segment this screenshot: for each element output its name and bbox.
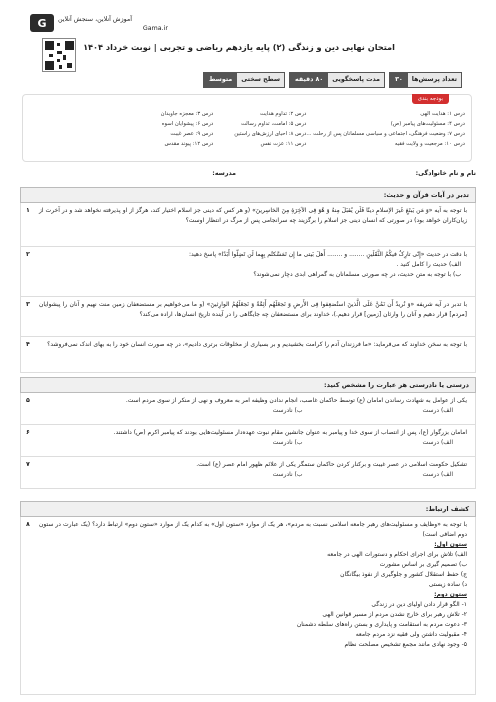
topic-item: درس ۱: هدایت الهی <box>420 111 465 117</box>
column-2-item: ۳- دعوت مردم به استقامت و پایداری و بستن راه‌های سلطه دشمنان <box>296 621 467 628</box>
qr-code[interactable] <box>42 38 76 72</box>
question-number: ۲ <box>26 251 30 258</box>
option-true[interactable]: الف) درست <box>422 407 453 414</box>
question-part-a: الف) حدیث را کامل کنید . <box>396 261 461 268</box>
topic-item: درس ۵: امامت، تداوم رسالت <box>240 121 307 127</box>
question-text: با دقت در حدیث «إِنّی تارِکٌ فیکُمُ الثَّقَلَینِ ........ و ........ أَهلَ بَیتی ما إِن تَمَسَّکتُم بِهِما لَن تَضِلّوا أَبَدًا» پاسخ دهید: <box>188 251 467 258</box>
student-name-label: نام و نام خانوادگی: <box>415 170 476 177</box>
question-count-value: ۳۰ <box>390 73 408 87</box>
topic-item: درس ۶: پیشوایان اسوه <box>161 121 214 127</box>
question-count-label: تعداد پرسش‌ها <box>408 73 461 87</box>
difficulty-box <box>203 72 285 88</box>
site-slogan: آموزش آنلاین، سنجش آنلاین <box>58 16 133 23</box>
school-label: مدرسه: <box>212 170 236 177</box>
difficulty-value: متوسط <box>204 73 237 87</box>
student-info-row <box>20 170 476 177</box>
budget-tag: بودجه بندی <box>412 94 449 104</box>
question-text: یکی از عوامل به شهادت رساندن امامان (ع) توسط حاکمان غاصب، انجام ندادن وظیفه امر به معروف و نهی از منکر از سوی مردم است. <box>125 397 467 404</box>
question-text: با توجه به آیه «وَ مَن یَبتَغِ غَیرَ الاِسلامِ دینًا فَلَن یُقبَلَ مِنهُ وَ هُوَ فِی الآخِرَةِ مِنَ الخاسِرینَ» (و هر کس که دینی جز اسلام اختیار کند، هرگز از او پذیرفته نخواهد شد و در آخرت از زیان‌کاران خواهد بود) در صورتی که انسان دینی جز اسلام را برگزیند چه سرانجامی پس از مرگ در انتظار اوست؟ <box>39 207 467 224</box>
topic-item: درس ۱۱: عزت نفس <box>260 141 307 147</box>
column-2-item: ۴- مقبولیت داشتن ولی فقیه نزد مردم جامعه <box>355 631 467 638</box>
topic-item: درس ۴: مسئولیت‌های پیامبر (ص) <box>390 121 465 127</box>
column-1-item: ب) تصمیم گیری بر اساس مشورت <box>379 561 467 568</box>
question-2 <box>20 247 476 297</box>
option-false[interactable]: ب) نادرست <box>272 407 303 414</box>
option-false[interactable]: ب) نادرست <box>272 439 303 446</box>
column-2-item: ۵- وجود نهادی مانند مجمع تشخیص مصلحت نظام <box>344 641 467 648</box>
topic-item <box>27 131 120 137</box>
question-part-b: ب) با توجه به متن حدیث، در چه صورتی مسلمانان به گمراهی ابدی دچار نمی‌شوند؟ <box>253 271 461 278</box>
question-text: با توجه به «وظایف و مسئولیت‌های رهبر جامعه اسلامی نسبت به مردم»، هر یک از موارد «ستون اول» به کدام یک از موارد «ستون دوم» ارتباط دارد؟ (یک عبارت در ستون دوم اضافی است) <box>39 521 467 538</box>
true-false-options <box>39 470 467 480</box>
option-true[interactable]: الف) درست <box>422 439 453 446</box>
question-1 <box>20 203 476 247</box>
topic-item <box>27 141 120 147</box>
duration-box <box>289 72 385 88</box>
question-number: ۷ <box>26 461 30 468</box>
column-1-item: د) ساده زیستی <box>428 581 467 588</box>
column-2-title: ستون دوم: <box>434 591 467 598</box>
duration-value: ۸۰ دقیقه <box>290 73 328 87</box>
topics-box <box>22 94 472 162</box>
question-text: با تدبر در آیه شریفه «وَ نُریدُ أَن نَمُنَّ عَلَی الَّذینَ استُضعِفوا فِی الأَرضِ وَ نَجعَلَهُم أَئِمَّةً وَ نَجعَلَهُمُ الوارِثینَ» (و ما می‌خواهیم بر مستضعفان زمین منت نهیم و آنان را پیشوایان [مردم] قرار دهیم و آنان را وارثان [زمین] قرار دهیم.)، خداوند برای مستضعفان چه جایگاهی را در آینده تاریخ انسان‌ها، اراده می‌کند؟ <box>39 301 467 318</box>
question-7 <box>20 457 476 489</box>
section-header-quran: تدبر در آیات قرآن و حدیث: <box>20 187 476 203</box>
section-header-true-false: درستی یا نادرستی هر عبارت را مشخص کنید: <box>20 377 476 393</box>
site-domain: Gama.ir <box>142 25 168 32</box>
svg-text:G: G <box>37 17 47 30</box>
question-5 <box>20 393 476 425</box>
topic-item: درس ۱۲: پیوند مقدس <box>164 141 214 147</box>
question-3 <box>20 297 476 337</box>
true-false-options <box>39 438 467 448</box>
exam-title: امتحان نهایی دین و زندگی (۲) پایه یازدهم ریاضی و تجربی | نوبت خرداد ۱۴۰۴ <box>83 42 395 52</box>
topic-item: درس ۳: معجزه جاویدان <box>160 111 214 117</box>
question-text: تشکیل حکومت اسلامی در عصر غیبت و برکنار کردن حاکمان ستمگر یکی از علائم ظهور امام عصر (ع) است. <box>196 461 467 468</box>
question-number: ۸ <box>26 521 30 528</box>
question-number: ۴ <box>26 341 30 348</box>
site-info <box>58 15 168 33</box>
option-false[interactable]: ب) نادرست <box>272 471 303 478</box>
true-false-options <box>39 406 467 416</box>
question-8 <box>20 517 476 695</box>
section-header-matching: کشف ارتباط: <box>20 501 476 517</box>
question-4 <box>20 337 476 373</box>
column-2-item: ۲- تلاش رهبر برای خارج نشدن مردم از مسیر قوانین الهی <box>322 611 467 618</box>
question-count-box <box>389 72 462 88</box>
question-number: ۶ <box>26 429 30 436</box>
gama-logo-icon <box>30 14 54 32</box>
column-1-item: ج) حفظ استقلال کشور و جلوگیری از نفوذ بیگانگان <box>340 571 467 578</box>
topic-item: درس ۱۰: مرجعیت و ولایت فقیه <box>394 141 465 147</box>
option-true[interactable]: الف) درست <box>422 471 453 478</box>
topic-item <box>27 121 120 127</box>
header <box>30 12 470 38</box>
difficulty-label: سطح سختی <box>237 73 284 87</box>
question-number: ۳ <box>26 301 30 308</box>
exam-info-bar <box>203 72 462 88</box>
topic-item: درس ۹: عصر غیبت <box>170 131 214 137</box>
question-text: امامان بزرگوار (ع)، پس از انتصاب از سوی خدا و پیامبر به عنوان جانشین مقام نبوت عهده‌دار مسئولیت‌هایی بودند که پیامبر اکرم (ص) داشتند. <box>113 429 467 436</box>
question-text: با توجه به سخن خداوند که می‌فرماید: «ما فرزندان آدم را کرامت بخشیدیم و بر بسیاری از مخلوقات برتری دادیم»، در چه صورت انسان خود را به بهای اندک نمی‌فروشد؟ <box>47 341 467 348</box>
column-1-title: ستون اول: <box>434 541 467 548</box>
question-6 <box>20 425 476 457</box>
column-1-item: الف) تلاش برای اجرای احکام و دستورات الهی در جامعه <box>327 551 467 558</box>
question-number: ۱ <box>26 207 30 214</box>
topics-grid <box>27 111 465 147</box>
question-number: ۵ <box>26 397 30 404</box>
topic-item <box>27 111 120 117</box>
topic-item: درس ۸: احیای ارزش‌های راستین <box>234 131 307 137</box>
duration-label: مدت پاسخگویی <box>328 73 384 87</box>
column-2-item: ۱- الگو قرار دادن اولیای دین در زندگی <box>371 601 467 608</box>
topic-item: درس ۲: تداوم هدایت <box>260 111 307 117</box>
topic-item: درس ۷: وضعیت فرهنگی، اجتماعی و سیاسی مسلمانان پس از رحلت ... <box>306 131 465 137</box>
